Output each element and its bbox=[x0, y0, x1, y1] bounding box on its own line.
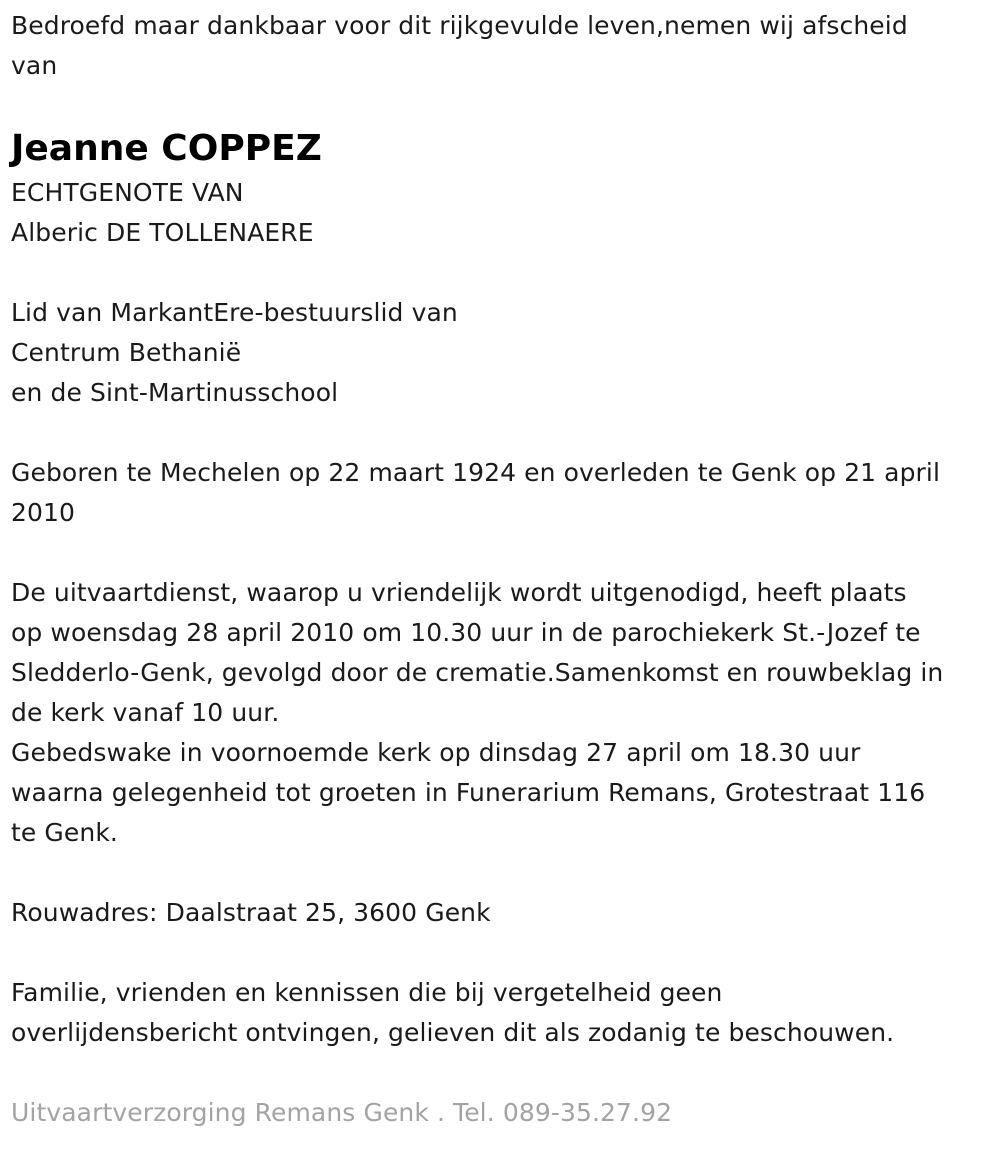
membership-line: en de Sint-Martinusschool bbox=[11, 378, 339, 407]
spouse-name: Alberic DE TOLLENAERE bbox=[11, 218, 314, 247]
service-line: de kerk vanaf 10 uur. bbox=[11, 698, 280, 727]
service-line: te Genk. bbox=[11, 818, 118, 847]
membership-block bbox=[11, 293, 996, 413]
mourning-address: Rouwadres: Daalstraat 25, 3600 Genk bbox=[11, 898, 491, 927]
service-line: Gebedswake in voornoemde kerk op dinsdag 27 april om 18.30 uur bbox=[11, 738, 861, 767]
notice-line: overlijdensbericht ontvingen, gelieven dit als zodanig te beschouwen. bbox=[11, 1018, 895, 1047]
membership-line: Lid van MarkantEre-bestuurslid van bbox=[11, 298, 458, 327]
spacer bbox=[11, 253, 996, 293]
membership-line: Centrum Bethanië bbox=[11, 338, 242, 367]
service-line: Sledderlo-Genk, gevolgd door de crematie.Samenkomst en rouwbeklag in bbox=[11, 658, 944, 687]
intro-line: van bbox=[11, 51, 58, 80]
spacer bbox=[11, 853, 996, 893]
spacer bbox=[11, 933, 996, 973]
relation-label: ECHTGENOTE VAN bbox=[11, 178, 244, 207]
spouse-block bbox=[11, 173, 996, 253]
obituary-document bbox=[11, 6, 996, 1133]
birth-death-block bbox=[11, 453, 996, 533]
spacer bbox=[11, 413, 996, 453]
notice-line: Familie, vrienden en kennissen die bij vergetelheid geen bbox=[11, 978, 723, 1007]
deceased-name: Jeanne COPPEZ bbox=[11, 128, 322, 169]
spacer bbox=[11, 1053, 996, 1093]
intro-line: Bedroefd maar dankbaar voor dit rijkgevulde leven,nemen wij afscheid bbox=[11, 11, 908, 40]
service-block bbox=[11, 573, 996, 853]
funeral-home-footer: Uitvaartverzorging Remans Genk . Tel. 089-35.27.92 bbox=[11, 1098, 673, 1127]
service-line: op woensdag 28 april 2010 om 10.30 uur in de parochiekerk St.-Jozef te bbox=[11, 618, 921, 647]
birth-death-line: Geboren te Mechelen op 22 maart 1924 en overleden te Genk op 21 april bbox=[11, 458, 941, 487]
spacer bbox=[11, 533, 996, 573]
notice-block bbox=[11, 973, 996, 1053]
intro-paragraph bbox=[11, 6, 996, 86]
service-line: De uitvaartdienst, waarop u vriendelijk wordt uitgenodigd, heeft plaats bbox=[11, 578, 907, 607]
service-line: waarna gelegenheid tot groeten in Funerarium Remans, Grotestraat 116 bbox=[11, 778, 926, 807]
birth-death-line: 2010 bbox=[11, 498, 76, 527]
